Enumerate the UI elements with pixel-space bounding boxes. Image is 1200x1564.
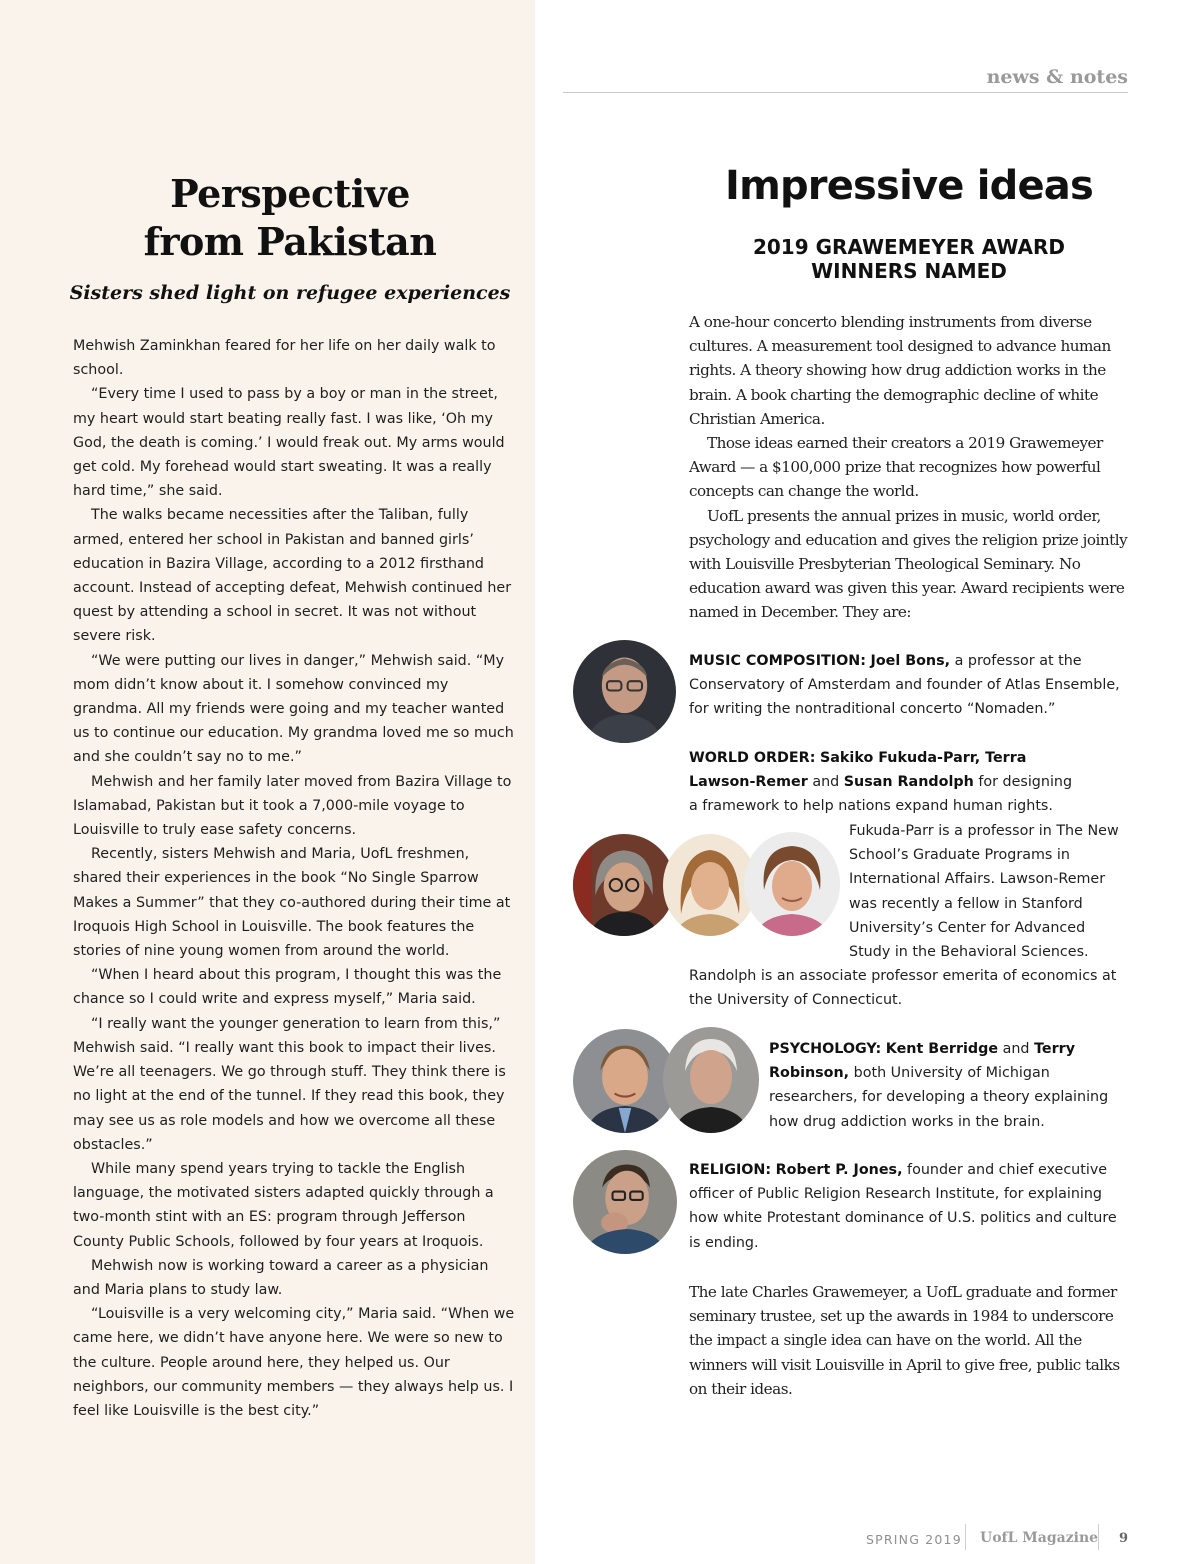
- award-category: WORLD ORDER:: [689, 750, 816, 766]
- award-winner: Sakiko Fukuda-Parr, Terra Lawson-Remer: [689, 750, 1027, 791]
- left-paragraph: Recently, sisters Mehwish and Maria, UofL freshmen, shared their experiences in the book “No Single Sparrow Makes a Summer” that they co-authored during their time at Iroquois High School in Louisville. The book features the stories of nine young women from around the world.: [73, 846, 511, 960]
- photo-terra-lawson-remer: [663, 834, 757, 936]
- right-subtitle-line-1: 2019 GRAWEMEYER AWARD: [752, 235, 1066, 259]
- intro-paragraph: UofL presents the annual prizes in music, world order, psychology and education and gives the religion prize jointly with Louisville Presbyterian Theological Seminary. No education award was given this year. Award recipients were named in December. They are:: [689, 506, 1128, 622]
- award-religion: [689, 1158, 1129, 1255]
- left-article-subtitle: Sisters shed light on refugee experiences: [69, 282, 511, 304]
- photo-kent-berridge: [573, 1029, 677, 1133]
- award-description: founder and chief executive officer of Public Religion Research Institute, for explaining how white Protestant dominance of U.S. politics and culture is ending.: [689, 1162, 1117, 1251]
- world-order-bio: [849, 819, 1129, 964]
- portrait-icon: [573, 640, 676, 743]
- left-paragraph: Mehwish Zaminkhan feared for her life on her daily walk to school.: [73, 338, 496, 379]
- left-paragraph: “Every time I used to pass by a boy or man in the street, my heart would start beating really fast. I was like, ‘Oh my God, the death is coming.’ I would freak out. My arms would get cold. My forehead would start sweating. It was a really hard time,” she said.: [73, 386, 505, 500]
- right-subtitle-line-2: WINNERS NAMED: [811, 259, 1007, 283]
- award-winner: Susan Randolph: [843, 774, 974, 791]
- photo-sakiko-fukuda-parr: [573, 834, 675, 936]
- portrait-icon: [663, 1027, 759, 1133]
- left-paragraph: While many spend years trying to tackle the English language, the motivated sisters adapted quickly through a two-month stint with an ES: program through Jefferson County Public Schools, followed by four years at Iroquois.: [73, 1160, 494, 1250]
- right-article-title: Impressive ideas: [725, 163, 1093, 209]
- photo-susan-randolph: [744, 832, 840, 936]
- closing-paragraph: [689, 1280, 1129, 1401]
- award-description: both University of Michigan researchers, for developing a theory explaining how drug addiction works in the brain.: [769, 1065, 1109, 1130]
- award-category: PSYCHOLOGY:: [769, 1041, 882, 1057]
- world-order-bio-continued: [689, 964, 1129, 1012]
- left-title-line-2: from Pakistan: [143, 219, 437, 264]
- left-paragraph: “I really want the younger generation to learn from this,” Mehwish said. “I really want this book to impact their lives. We’re all teenagers. We go through stuff. They think there is no light at the end of the tunnel. If they read this book, they may see us as role models and how we overcome all these obstacles.”: [73, 1015, 506, 1153]
- right-article-subtitle: [690, 235, 1128, 283]
- photo-terry-robinson: [663, 1027, 759, 1133]
- footer-season: SPRING 2019: [866, 1532, 962, 1547]
- portrait-icon: [663, 834, 757, 936]
- closing-text: The late Charles Grawemeyer, a UofL graduate and former seminary trustee, set up the awards in 1984 to underscore the impact a single idea can have on the world. All the winners will visit Louisville in April to give free, public talks on their ideas.: [689, 1283, 1120, 1398]
- award-music-composition: [689, 649, 1129, 722]
- intro-paragraph: Those ideas earned their creators a 2019 Grawemeyer Award — a $100,000 prize that recognizes how powerful concepts can change the world.: [689, 434, 1103, 501]
- left-article-body: [73, 334, 518, 1423]
- award-conjunction: and: [1002, 1041, 1030, 1057]
- left-paragraph: Mehwish now is working toward a career as a physician and Maria plans to study law.: [73, 1257, 489, 1298]
- footer-divider: [1098, 1524, 1099, 1550]
- portrait-icon: [573, 1150, 677, 1254]
- page-number: 9: [1119, 1531, 1129, 1546]
- right-article-intro: [689, 310, 1129, 625]
- award-winner: Kent Berridge: [885, 1041, 999, 1057]
- photo-joel-bons: [573, 640, 676, 743]
- award-category: MUSIC COMPOSITION:: [689, 653, 866, 669]
- left-paragraph: The walks became necessities after the Taliban, fully armed, entered her school in Pakistan and banned girls’ education in Bazira Village, according to a 2012 firsthand account. Instead of accepting defeat, Mehwish continued her quest by attending a school in secret. It was not without severe risk.: [73, 507, 512, 645]
- footer-divider: [965, 1524, 966, 1550]
- award-conjunction: and: [812, 774, 840, 791]
- award-winner: Joel Bons,: [870, 653, 951, 669]
- award-bio: Randolph is an associate professor emerita of economics at the University of Connecticut.: [689, 968, 1117, 1009]
- award-description: a professor at the Conservatory of Amsterdam and founder of Atlas Ensemble, for writing the nontraditional concerto “Nomaden.”: [689, 653, 1120, 718]
- intro-paragraph: A one-hour concerto blending instruments from diverse cultures. A measurement tool designed to advance human rights. A theory showing how drug addiction works in the brain. A book charting the demographic decline of white Christian America.: [689, 313, 1111, 428]
- left-paragraph: “We were putting our lives in danger,” Mehwish said. “My mom didn’t know about it. I somehow convinced my grandma. All my friends were going and my teacher wanted us to continue our education. My grandma loved me so much and she couldn’t say no to me.”: [73, 652, 514, 766]
- left-paragraph: “Louisville is a very welcoming city,” Maria said. “When we came here, we didn’t have anyone here. We were so new to the culture. People around here, they helped us. Our neighbors, our community members — they always help us. I feel like Louisville is the best city.”: [73, 1306, 515, 1419]
- portrait-icon: [573, 834, 675, 936]
- portrait-icon: [573, 1029, 677, 1133]
- section-label: news & notes: [986, 66, 1128, 88]
- award-winner: Terry Robinson,: [769, 1041, 1076, 1082]
- photo-robert-p-jones: [573, 1150, 677, 1254]
- portrait-icon: [744, 832, 840, 936]
- award-bio: Fukuda-Parr is a professor in The New School’s Graduate Programs in International Affairs. Lawson-Remer was recently a fellow in Stanford University’s Center for Advanced Study in the Behavioral Sciences.: [849, 823, 1119, 961]
- award-psychology: [769, 1037, 1129, 1134]
- award-description: for designing a framework to help nations expand human rights.: [689, 774, 1073, 815]
- award-winner: Robert P. Jones,: [775, 1162, 903, 1178]
- header-divider: [563, 92, 1128, 93]
- award-world-order: [689, 746, 1079, 819]
- left-title-line-1: Perspective: [170, 171, 410, 216]
- left-paragraph: Mehwish and her family later moved from Bazira Village to Islamabad, Pakistan but it took a 7,000-mile voyage to Louisville to truly ease safety concerns.: [73, 773, 512, 839]
- left-paragraph: “When I heard about this program, I thought this was the chance so I could write and express myself,” Maria said.: [73, 967, 502, 1008]
- award-category: RELIGION:: [689, 1162, 772, 1178]
- footer-magazine-name: UofL Magazine: [980, 1530, 1099, 1546]
- left-article-title: [40, 170, 540, 266]
